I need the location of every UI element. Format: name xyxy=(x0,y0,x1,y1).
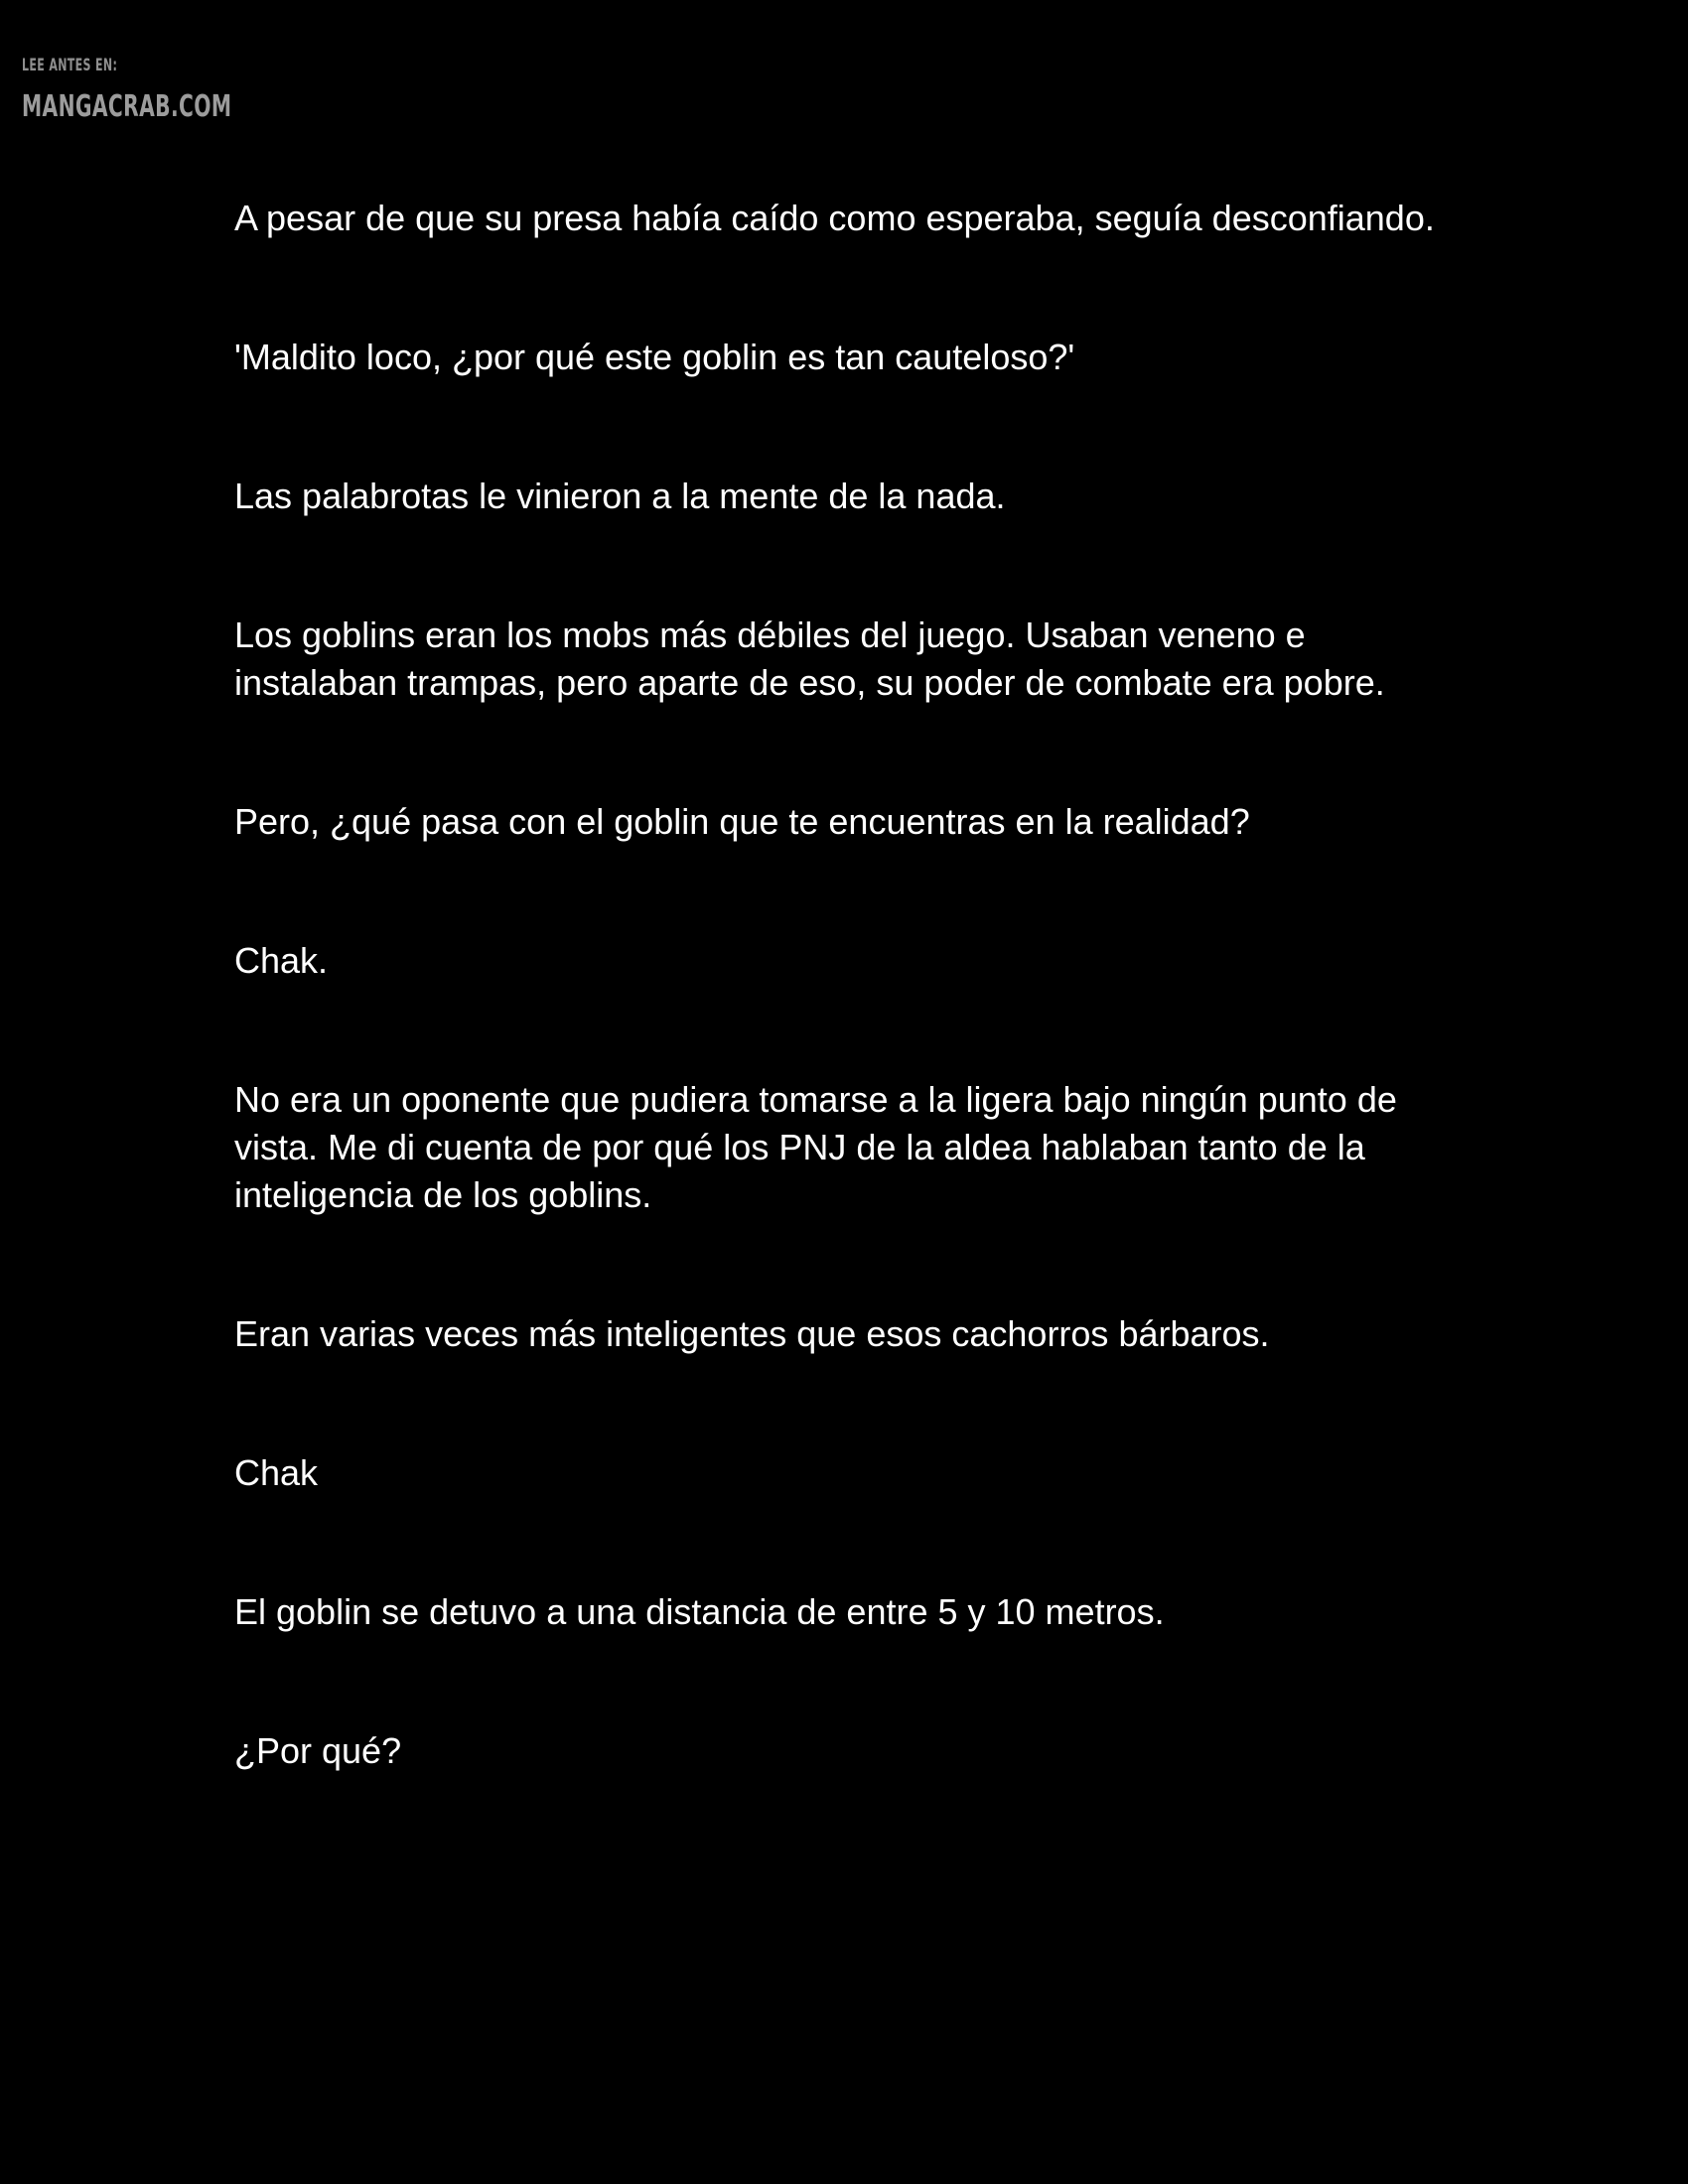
paragraph-1: A pesar de que su presa había caído como esperaba, seguía desconfiando. xyxy=(234,198,1435,238)
watermark-prefix: LEE ANTES EN: xyxy=(22,56,118,75)
paragraph-5: Pero, ¿qué pasa con el goblin que te encuentras en la realidad? xyxy=(234,801,1250,842)
story-text xyxy=(234,195,1466,1866)
paragraph-11: ¿Por qué? xyxy=(234,1730,402,1771)
paragraph-9: Chak xyxy=(234,1452,319,1493)
watermark-site: MANGACRAB.COM xyxy=(22,89,232,124)
watermark xyxy=(22,58,302,122)
paragraph-10: El goblin se detuvo a una distancia de entre 5 y 10 metros. xyxy=(234,1591,1165,1632)
paragraph-8: Eran varias veces más inteligentes que esos cachorros bárbaros. xyxy=(234,1313,1270,1354)
paragraph-6: Chak. xyxy=(234,940,329,981)
paragraph-2: 'Maldito loco, ¿por qué este goblin es tan cauteloso?' xyxy=(234,337,1075,377)
paragraph-4: Los goblins eran los mobs más débiles del juego. Usaban veneno e instalaban trampas, pero aparte de eso, su poder de combate era pobre. xyxy=(234,614,1385,703)
paragraph-7: No era un oponente que pudiera tomarse a la ligera bajo ningún punto de vista. Me di cuenta de por qué los PNJ de la aldea hablaban tanto de la inteligencia de los goblins. xyxy=(234,1079,1397,1215)
paragraph-3: Las palabrotas le vinieron a la mente de la nada. xyxy=(234,476,1006,516)
